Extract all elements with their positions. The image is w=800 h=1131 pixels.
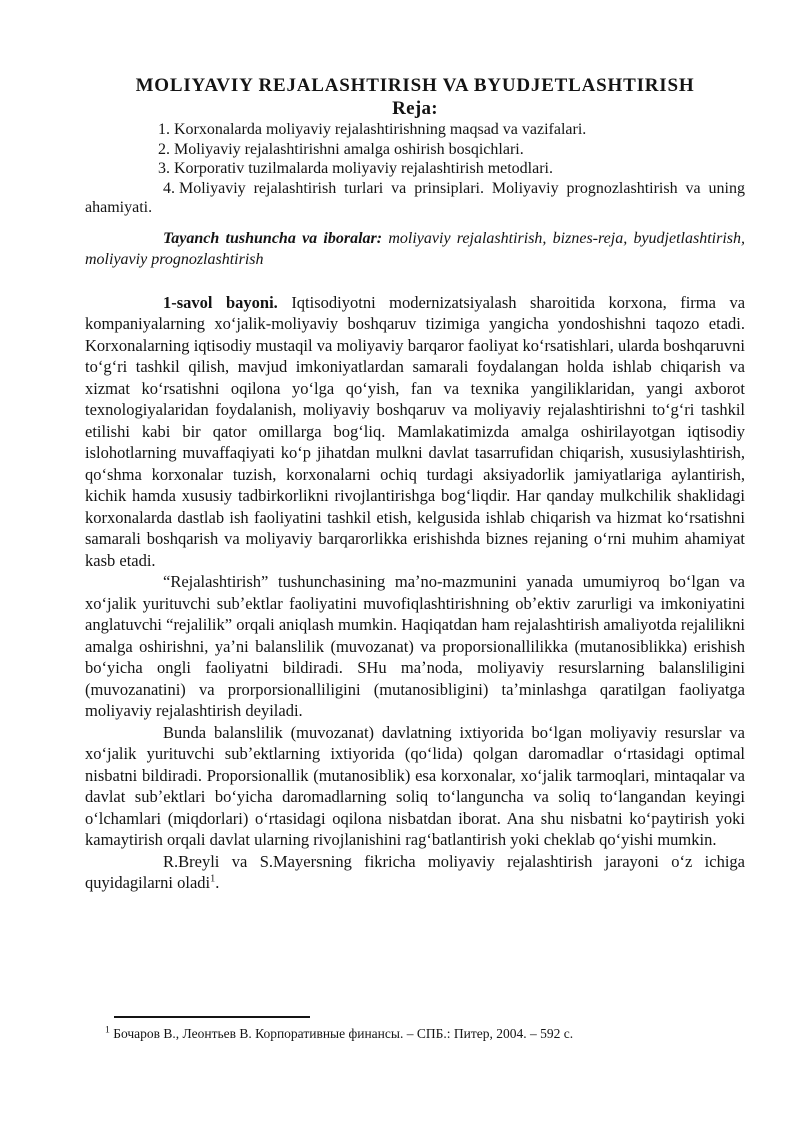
paragraph-lead: 1-savol bayoni. bbox=[163, 292, 278, 312]
outline-item-text: Korxonalarda moliyaviy rejalashtirishning maqsad va vazifalari. bbox=[174, 121, 587, 138]
paragraph-text: “Rejalashtirish” tushunchasining maʼno-mazmunini yanada umumiyroq boʻlgan va xoʻjalik yurituvchi subʼektlar faoliyatini muvofiqlashtirishning obʼektiv zarurligi va imkoniyatini anglatuvchi “rejalilik” orqali aniqlash mumkin. Haqiqatdan ham rejalashtirish amaliyotda rejalilikni amalga oshirishni, yaʼni balanslilik (muvozanat) va proporsionallilikka (mutanosiblikka) erishish boʻyicha ongli faoliyatni bildiradi. SHu maʼnoda, moliyaviy resurslarning balansliligini (muvozanatini) va prorporsionalliligini (mutanosibligini) taʼminlashga qaratilgan faoliyatga moliyaviy rejalashtirish deyiladi. bbox=[85, 572, 745, 720]
outline-item-text: Moliyaviy rejalashtirishni amalga oshirish bosqichlari. bbox=[174, 140, 524, 158]
paragraph-question-1 bbox=[85, 292, 745, 572]
paragraph-planning-concept bbox=[85, 571, 745, 722]
outline-list bbox=[85, 120, 745, 218]
paragraph-brealey-myers bbox=[85, 851, 745, 894]
outline-item-number: 1. bbox=[158, 121, 170, 138]
outline-item-text: Moliyaviy rejalashtirish turlari va prinsiplari. Moliyaviy prognozlashtirish va uning ahamiyati. bbox=[85, 179, 745, 216]
footnote-text bbox=[85, 1025, 745, 1042]
outline-item-text: Korporativ tuzilmalarda moliyaviy rejalashtirish metodlari. bbox=[174, 160, 553, 177]
document-title: MOLIYAVIY REJALASHTIRISH VA BYUDJETLASHTIRISH bbox=[135, 75, 695, 96]
outline-item-number: 4. bbox=[163, 179, 175, 197]
outline-item-1 bbox=[158, 120, 745, 140]
footnote-marker: 1 bbox=[105, 1024, 110, 1036]
paragraph-text: Iqtisodiyotni modernizatsiyalash sharoitida korxona, firma va kompaniyalarning xoʻjalik-moliyaviy boshqaruv tizimiga yangicha yondoshishni taqozo etadi. Korxonalarning iqtisodiy mustaqil va moliyaviy barqaror faoliyat koʻrsatishlari, ularda boshqaruvni toʻgʻri tashkil qilish, mavjud imkoniyatlardan samarali foydalangan holda ishlab chiqarish va xizmat koʻrsatishni oqilona yoʻlga qoʻyish, fan va texnika yangiliklaridan, yangi axborot texnologiyalaridan foydalanish, moliyaviy boshqaruv va moliyaviy rejalashtirishni toʻgʻri tashkil etilishi kabi bir qator omillarga bogʻliq. Mamlakatimizda amalga oshirilayotgan iqtisodiy islohotlarning muvaffaqiyati koʻp jihatdan mulkni davlat tasarrufidan chiqarish, xususiylashtirish, qoʻshma korxonalar tuzish, korxonalarni ochiq turdagi aksiyadorlik jamiyatlariga aylantirish, kichik hamda xususiy tadbirkorlikni rivojlantirishga bogʻliqdir. Har qanday mulkchilik shaklidagi korxonalarda dastlab ish faoliyatini tashkil etish, kelgusida ishlab chiqarish va hizmat koʻrsatishni samarali boshqarish va moliyaviy barqarorlikka erishishda biznes rejaning oʻrni muhim ahamiyat kasb etadi. bbox=[85, 292, 746, 570]
footnote-citation: Бочаров В., Леонтьев В. Корпоративные финансы. – СПБ.: Питер, 2004. – 592 с. bbox=[113, 1026, 574, 1041]
outline-item-4 bbox=[85, 179, 745, 218]
paragraph-balance-proportion bbox=[85, 722, 745, 851]
key-terms-list: moliyaviy rejalashtirish, biznes-reja, byudjetlashtirish, moliyaviy prognozlashtirish bbox=[85, 229, 745, 268]
footnote-separator bbox=[114, 1016, 310, 1018]
outline-item-2 bbox=[158, 140, 745, 160]
footnote-block bbox=[85, 1016, 745, 1042]
outline-item-number: 2. bbox=[158, 140, 170, 158]
plan-heading: Reja: bbox=[392, 98, 438, 119]
key-terms-label: Tayanch tushuncha va iboralar: bbox=[163, 229, 383, 247]
paragraph-text: R.Breyli va S.Mayersning fikricha moliyaviy rejalashtirish jarayoni oʻz ichiga quyidagilarni oladi bbox=[85, 851, 745, 892]
key-terms-paragraph bbox=[85, 228, 745, 271]
paragraph-text-after-ref: . bbox=[215, 873, 220, 892]
paragraph-text: Bunda balanslilik (muvozanat) davlatning ixtiyorida boʻlgan moliyaviy resurslar va xoʻjalik yurituvchi subʼektlarning ixtiyorida (qoʻlida) qolgan daromadlar oʻrtasidagi optimal nisbatni bildiradi. Proporsionallik (mutanosiblik) esa korxonalar, xoʻjalik tarmoqlari, mintaqalar va davlat subʼektlari boʻyicha daromadlarning soliq toʻlanguncha va soliq toʻlangandan keyingi oʻlchamlari (miqdorlari) oʻrtasidagi oqilona nisbatdan iborat. Ana shu nisbatni koʻpaytirish yoki kamaytirish orqali davlat ularning rivojlanishini ragʻbatlantirish yoki cheklab qoʻyishi mumkin. bbox=[85, 722, 745, 849]
outline-item-number: 3. bbox=[158, 160, 170, 177]
footnote-reference: 1 bbox=[210, 873, 216, 885]
outline-item-3 bbox=[158, 159, 745, 179]
